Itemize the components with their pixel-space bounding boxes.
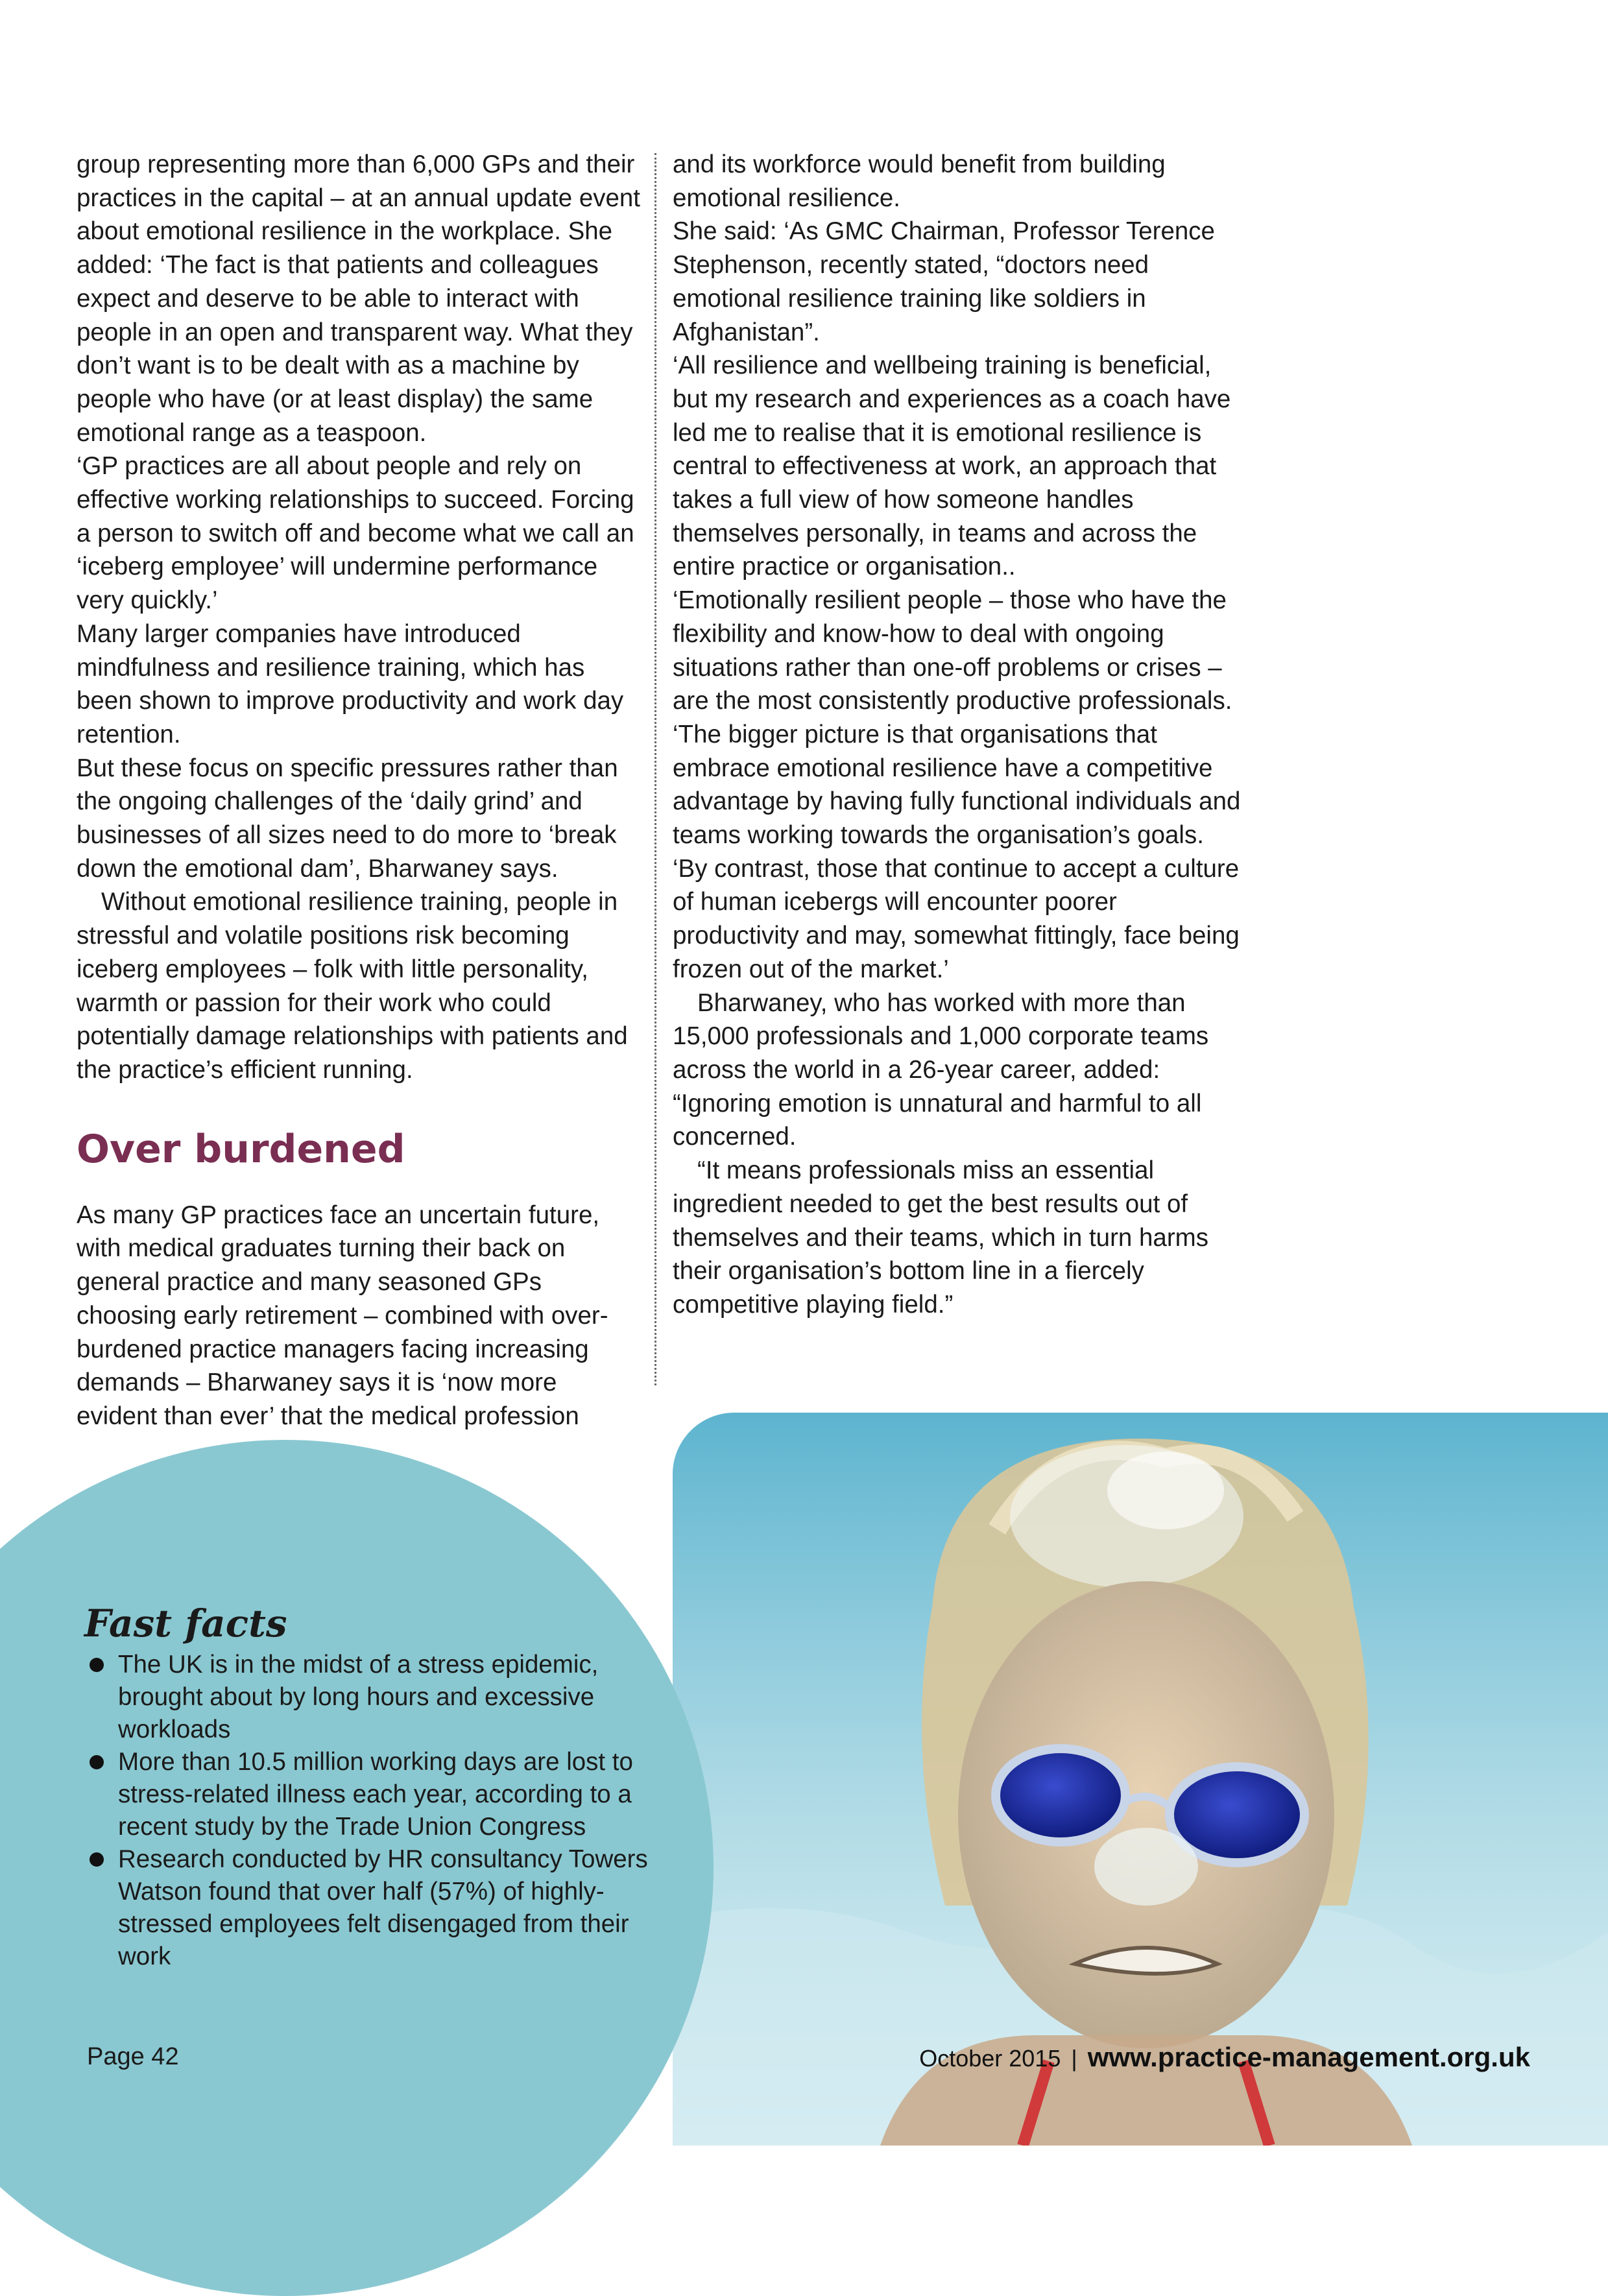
body-paragraph: “It means professionals miss an essential ingredient needed to get the best results out of themselves and their teams, which in turn harms their organisation’s bottom line in a fiercely competitive playing field.” bbox=[673, 1156, 1208, 1319]
website-link[interactable]: www.practice-management.org.uk bbox=[1087, 2042, 1530, 2072]
column-divider bbox=[654, 153, 656, 1385]
section-heading: Over burdened bbox=[77, 1126, 405, 1172]
body-paragraph: As many GP practices face an uncertain future, with medical graduates turning their back on general practice and many seasoned GPs choosing early retirement – combined with over-burdened practice managers facing increasing demands – Bharwaney says it is ‘now more evident than ever’ that the medical profession bbox=[77, 1201, 608, 1430]
fact-text: The UK is in the midst of a stress epidemic, brought about by long hours and excessive workloads bbox=[118, 1651, 599, 1743]
body-paragraph: ‘By contrast, those that continue to accept a culture of human icebergs will encounter poorer productivity and may, somewhat fittingly, face being frozen out of the market.’ bbox=[673, 854, 1240, 983]
fact-text: Research conducted by HR consultancy Towers Watson found that over half (57%) of highly-stressed employees felt disengaged from their work bbox=[118, 1845, 648, 1970]
footer bbox=[919, 2042, 1530, 2073]
list-item bbox=[84, 1843, 668, 1973]
bullet-icon bbox=[90, 1852, 104, 1867]
bullet-icon bbox=[90, 1755, 104, 1769]
fact-text: More than 10.5 million working days are lost to stress-related illness each year, according to a recent study by the Trade Union Congress bbox=[118, 1748, 633, 1841]
fast-facts-box bbox=[84, 1602, 668, 1973]
list-item bbox=[84, 1649, 668, 1746]
fast-facts-list bbox=[84, 1649, 668, 1973]
body-paragraph: ‘Emotionally resilient people – those who have the flexibility and know-how to deal with ongoing situations rather than one-off problems or crises – are the most consistently productive professionals. bbox=[673, 586, 1232, 715]
bullet-icon bbox=[90, 1658, 104, 1672]
issue-date: October 2015 bbox=[919, 2045, 1061, 2072]
list-item bbox=[84, 1746, 668, 1843]
fast-facts-title: Fast facts bbox=[84, 1601, 287, 1645]
right-column bbox=[673, 148, 1243, 1322]
body-paragraph: She said: ‘As GMC Chairman, Professor Terence Stephenson, recently stated, “doctors need emotional resilience training like soldiers in Afghanistan”. bbox=[673, 217, 1215, 346]
footer-separator: | bbox=[1071, 2045, 1077, 2072]
body-paragraph: Many larger companies have introduced mindfulness and resilience training, which has been shown to improve productivity and work day retention. bbox=[77, 619, 624, 748]
body-paragraph: ‘The bigger picture is that organisations that embrace emotional resilience have a competitive advantage by having fully functional individuals and teams working towards the organisation’s goals. bbox=[673, 720, 1241, 850]
left-column bbox=[77, 148, 641, 1433]
body-paragraph: Without emotional resilience training, people in stressful and volatile positions risk becoming iceberg employees – folk with little personality, warmth or passion for their work who could potentially damage relationships with patients and the practice’s efficient running. bbox=[77, 888, 628, 1084]
body-paragraph: ‘All resilience and wellbeing training is beneficial, but my research and experiences as a coach have led me to realise that it is emotional resilience is central to effectiveness at work, an approach that takes a full view of how someone handles themselves personally, in teams and across the entire practice or organisation.. bbox=[673, 352, 1231, 581]
page-number: Page 42 bbox=[87, 2043, 179, 2070]
body-paragraph: and its workforce would benefit from building emotional resilience. bbox=[673, 150, 1166, 212]
underwater-swimmer-photo bbox=[673, 1413, 1608, 2146]
body-paragraph: group representing more than 6,000 GPs and their practices in the capital – at an annual update event about emotional resilience in the workplace. She added: ‘The fact is that patients and colleagues expect and deserve to be able to interact with people in an open and transparent way. What they don’t want is to be dealt with as a machine by people who have (or at least display) the same emotional range as a teaspoon. bbox=[77, 150, 640, 447]
body-paragraph: ‘GP practices are all about people and rely on effective working relationships to succeed. Forcing a person to switch off and become what we call an ‘iceberg employee’ will undermine performance very quickly.’ bbox=[77, 452, 634, 615]
body-paragraph: Bharwaney, who has worked with more than 15,000 professionals and 1,000 corporate teams across the world in a 26-year career, added: “Ignoring emotion is unnatural and harmful to all concerned. bbox=[673, 988, 1209, 1151]
body-paragraph: But these focus on specific pressures rather than the ongoing challenges of the ‘daily grind’ and businesses of all sizes need to do more to ‘break down the emotional dam’, Bharwaney says. bbox=[77, 754, 618, 883]
